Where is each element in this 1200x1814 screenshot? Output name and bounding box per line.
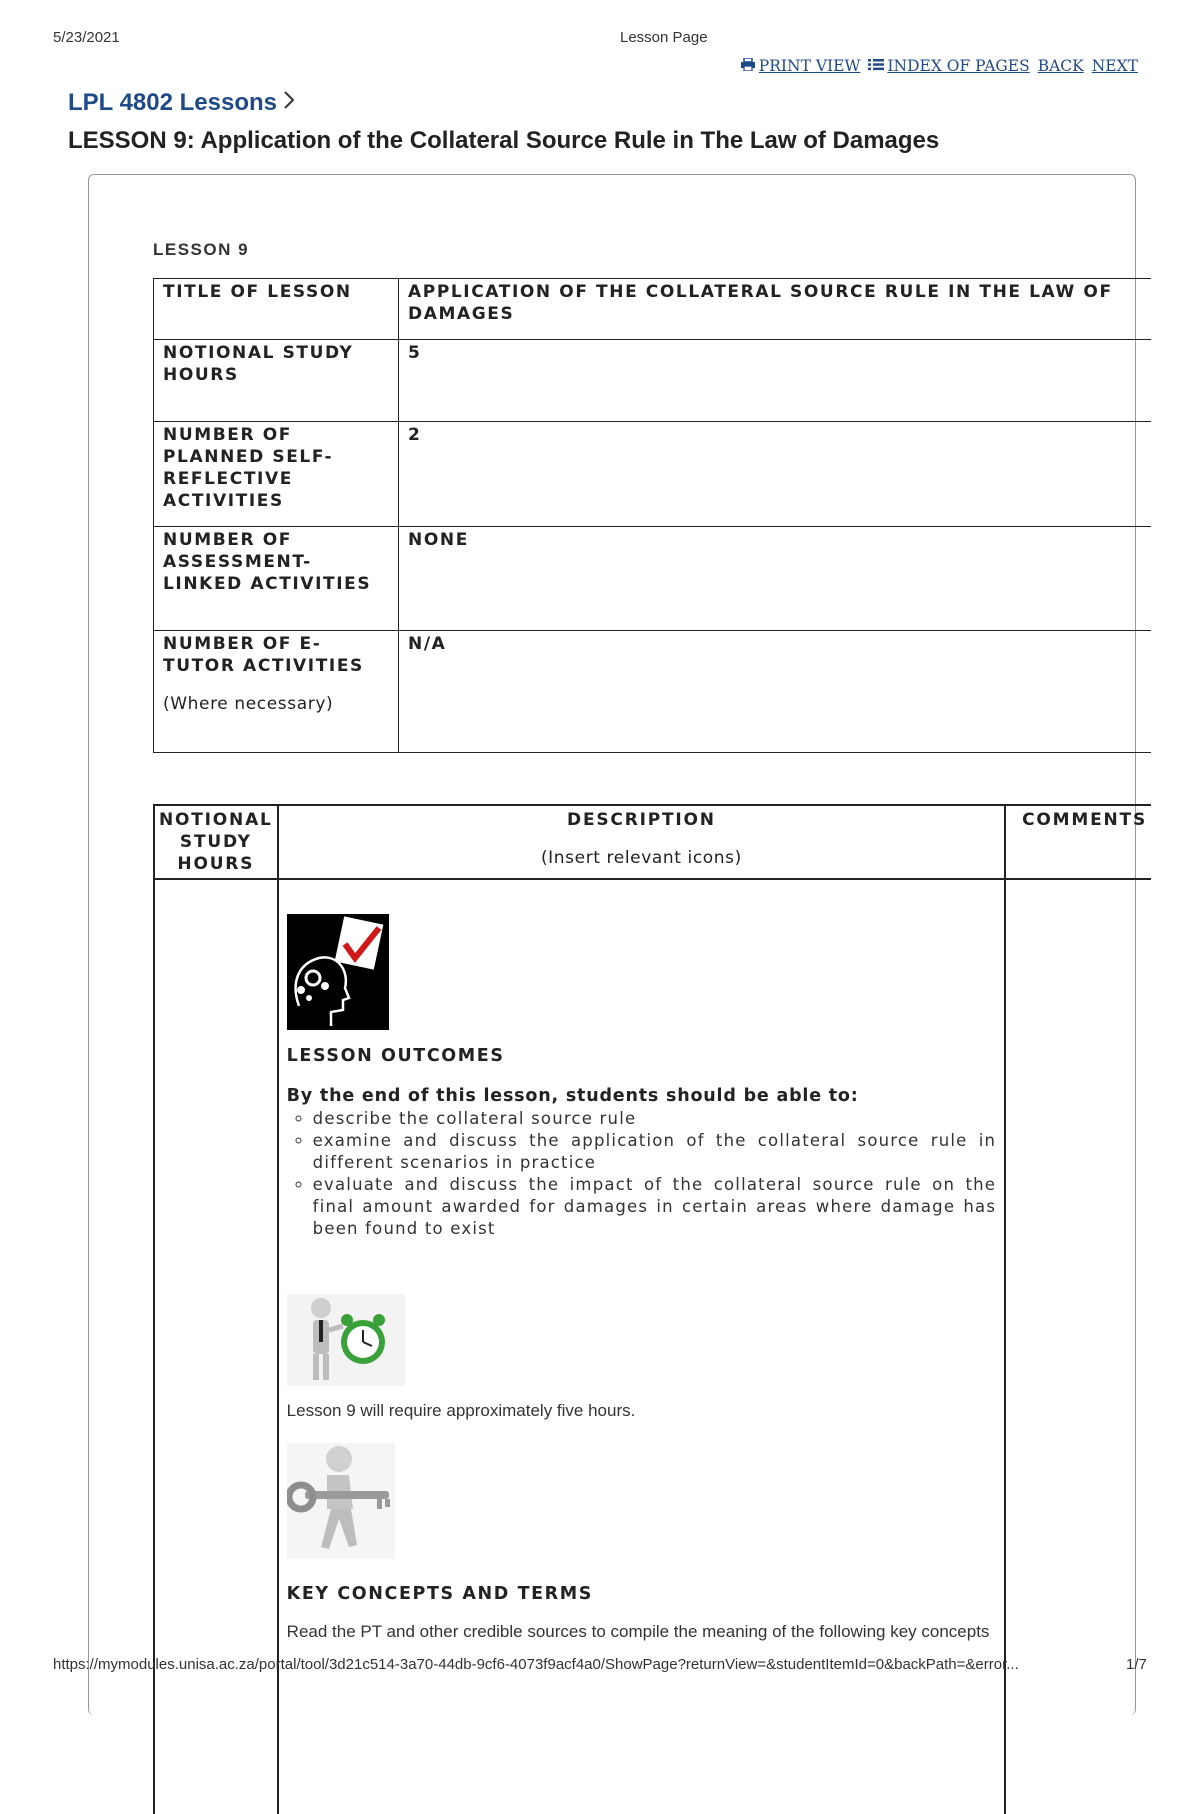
table-row: [154, 340, 1152, 422]
table-row: [154, 527, 1152, 631]
row-key: NUMBER OF ASSESSMENT-LINKED ACTIVITIES: [154, 527, 399, 631]
table-row: [154, 279, 1152, 340]
footer-page-number: 1/7: [1126, 1656, 1147, 1673]
chevron-right-icon: [283, 90, 295, 116]
row-key: TITLE OF LESSON: [154, 279, 399, 340]
key-person-icon: [287, 1443, 996, 1564]
index-of-pages-label: INDEX OF PAGES: [887, 57, 1030, 75]
print-view-label: PRINT VIEW: [758, 57, 861, 75]
clock-person-icon: [287, 1294, 996, 1391]
list-item: ◦ examine and discuss the application of the collateral source rule in different scenarios in practice: [313, 1130, 996, 1174]
table-row: [154, 422, 1152, 527]
lesson-info-table: [153, 278, 1151, 753]
col-description-note: (Insert relevant icons): [540, 848, 742, 868]
row-value: APPLICATION OF THE COLLATERAL SOURCE RULE IN THE LAW OF DAMAGES: [399, 279, 1152, 340]
table-row: [154, 631, 1152, 753]
row-value: N/A: [399, 631, 1152, 753]
hours-cell: [154, 879, 278, 1814]
page-title: LESSON 9: Application of the Collateral Source Rule in The Law of Damages: [68, 127, 940, 154]
lesson-outcomes-heading: LESSON OUTCOMES: [286, 1046, 505, 1066]
outcomes-list: [287, 1108, 996, 1240]
print-page-title: Lesson Page: [620, 29, 708, 46]
row-key: NUMBER OF E-TUTOR ACTIVITIES (Where necessary): [154, 631, 399, 753]
lesson-number: LESSON 9: [153, 240, 250, 259]
list-icon: [868, 58, 884, 75]
time-required-text: Lesson 9 will require approximately five hours.: [286, 1401, 636, 1420]
row-key: NOTIONAL STUDY HOURS: [154, 340, 399, 422]
list-item: ◦ evaluate and discuss the impact of the collateral source rule on the final amount awarded for damages in certain areas where damage has been found to exist: [313, 1174, 996, 1240]
description-cell: [278, 879, 1005, 1814]
back-link[interactable]: BACK: [1037, 57, 1084, 75]
key-concepts-heading: KEY CONCEPTS AND TERMS: [286, 1584, 593, 1604]
row-value: 2: [399, 422, 1152, 527]
list-item: ◦ describe the collateral source rule: [313, 1108, 996, 1130]
row-key-note: (Where necessary): [163, 694, 334, 714]
comments-cell: [1005, 879, 1151, 1814]
breadcrumb[interactable]: [68, 89, 295, 117]
key-concepts-text: Read the PT and other credible sources to compile the meaning of the following key concepts: [286, 1622, 990, 1641]
row-value: 5: [399, 340, 1152, 422]
outcomes-lead: By the end of this lesson, students should be able to:: [286, 1086, 859, 1106]
index-of-pages-link[interactable]: [868, 57, 1029, 75]
reflection-head-icon: [287, 914, 389, 1030]
table-row: [154, 879, 1151, 1814]
print-date: 5/23/2021: [53, 29, 120, 46]
row-value: NONE: [399, 527, 1152, 631]
breadcrumb-course[interactable]: LPL 4802 Lessons: [68, 89, 277, 116]
page-nav: [740, 57, 1138, 75]
col-notional-hours: NOTIONAL STUDY HOURS: [154, 805, 278, 879]
header-row: [154, 805, 1151, 879]
print-view-link[interactable]: [740, 57, 861, 75]
printer-icon: [740, 58, 756, 75]
col-description: DESCRIPTION (Insert relevant icons): [278, 805, 1005, 879]
footer-url: https://mymodules.unisa.ac.za/portal/tool/3d21c514-3a70-44db-9cf6-4073f9acf4a0/ShowPage?returnView=&studentItemId=0&backPath=&error...: [53, 1656, 1019, 1673]
col-comments: COMMENTS: [1005, 805, 1151, 879]
row-key: NUMBER OF PLANNED SELF-REFLECTIVE ACTIVITIES: [154, 422, 399, 527]
next-link[interactable]: NEXT: [1091, 57, 1138, 75]
